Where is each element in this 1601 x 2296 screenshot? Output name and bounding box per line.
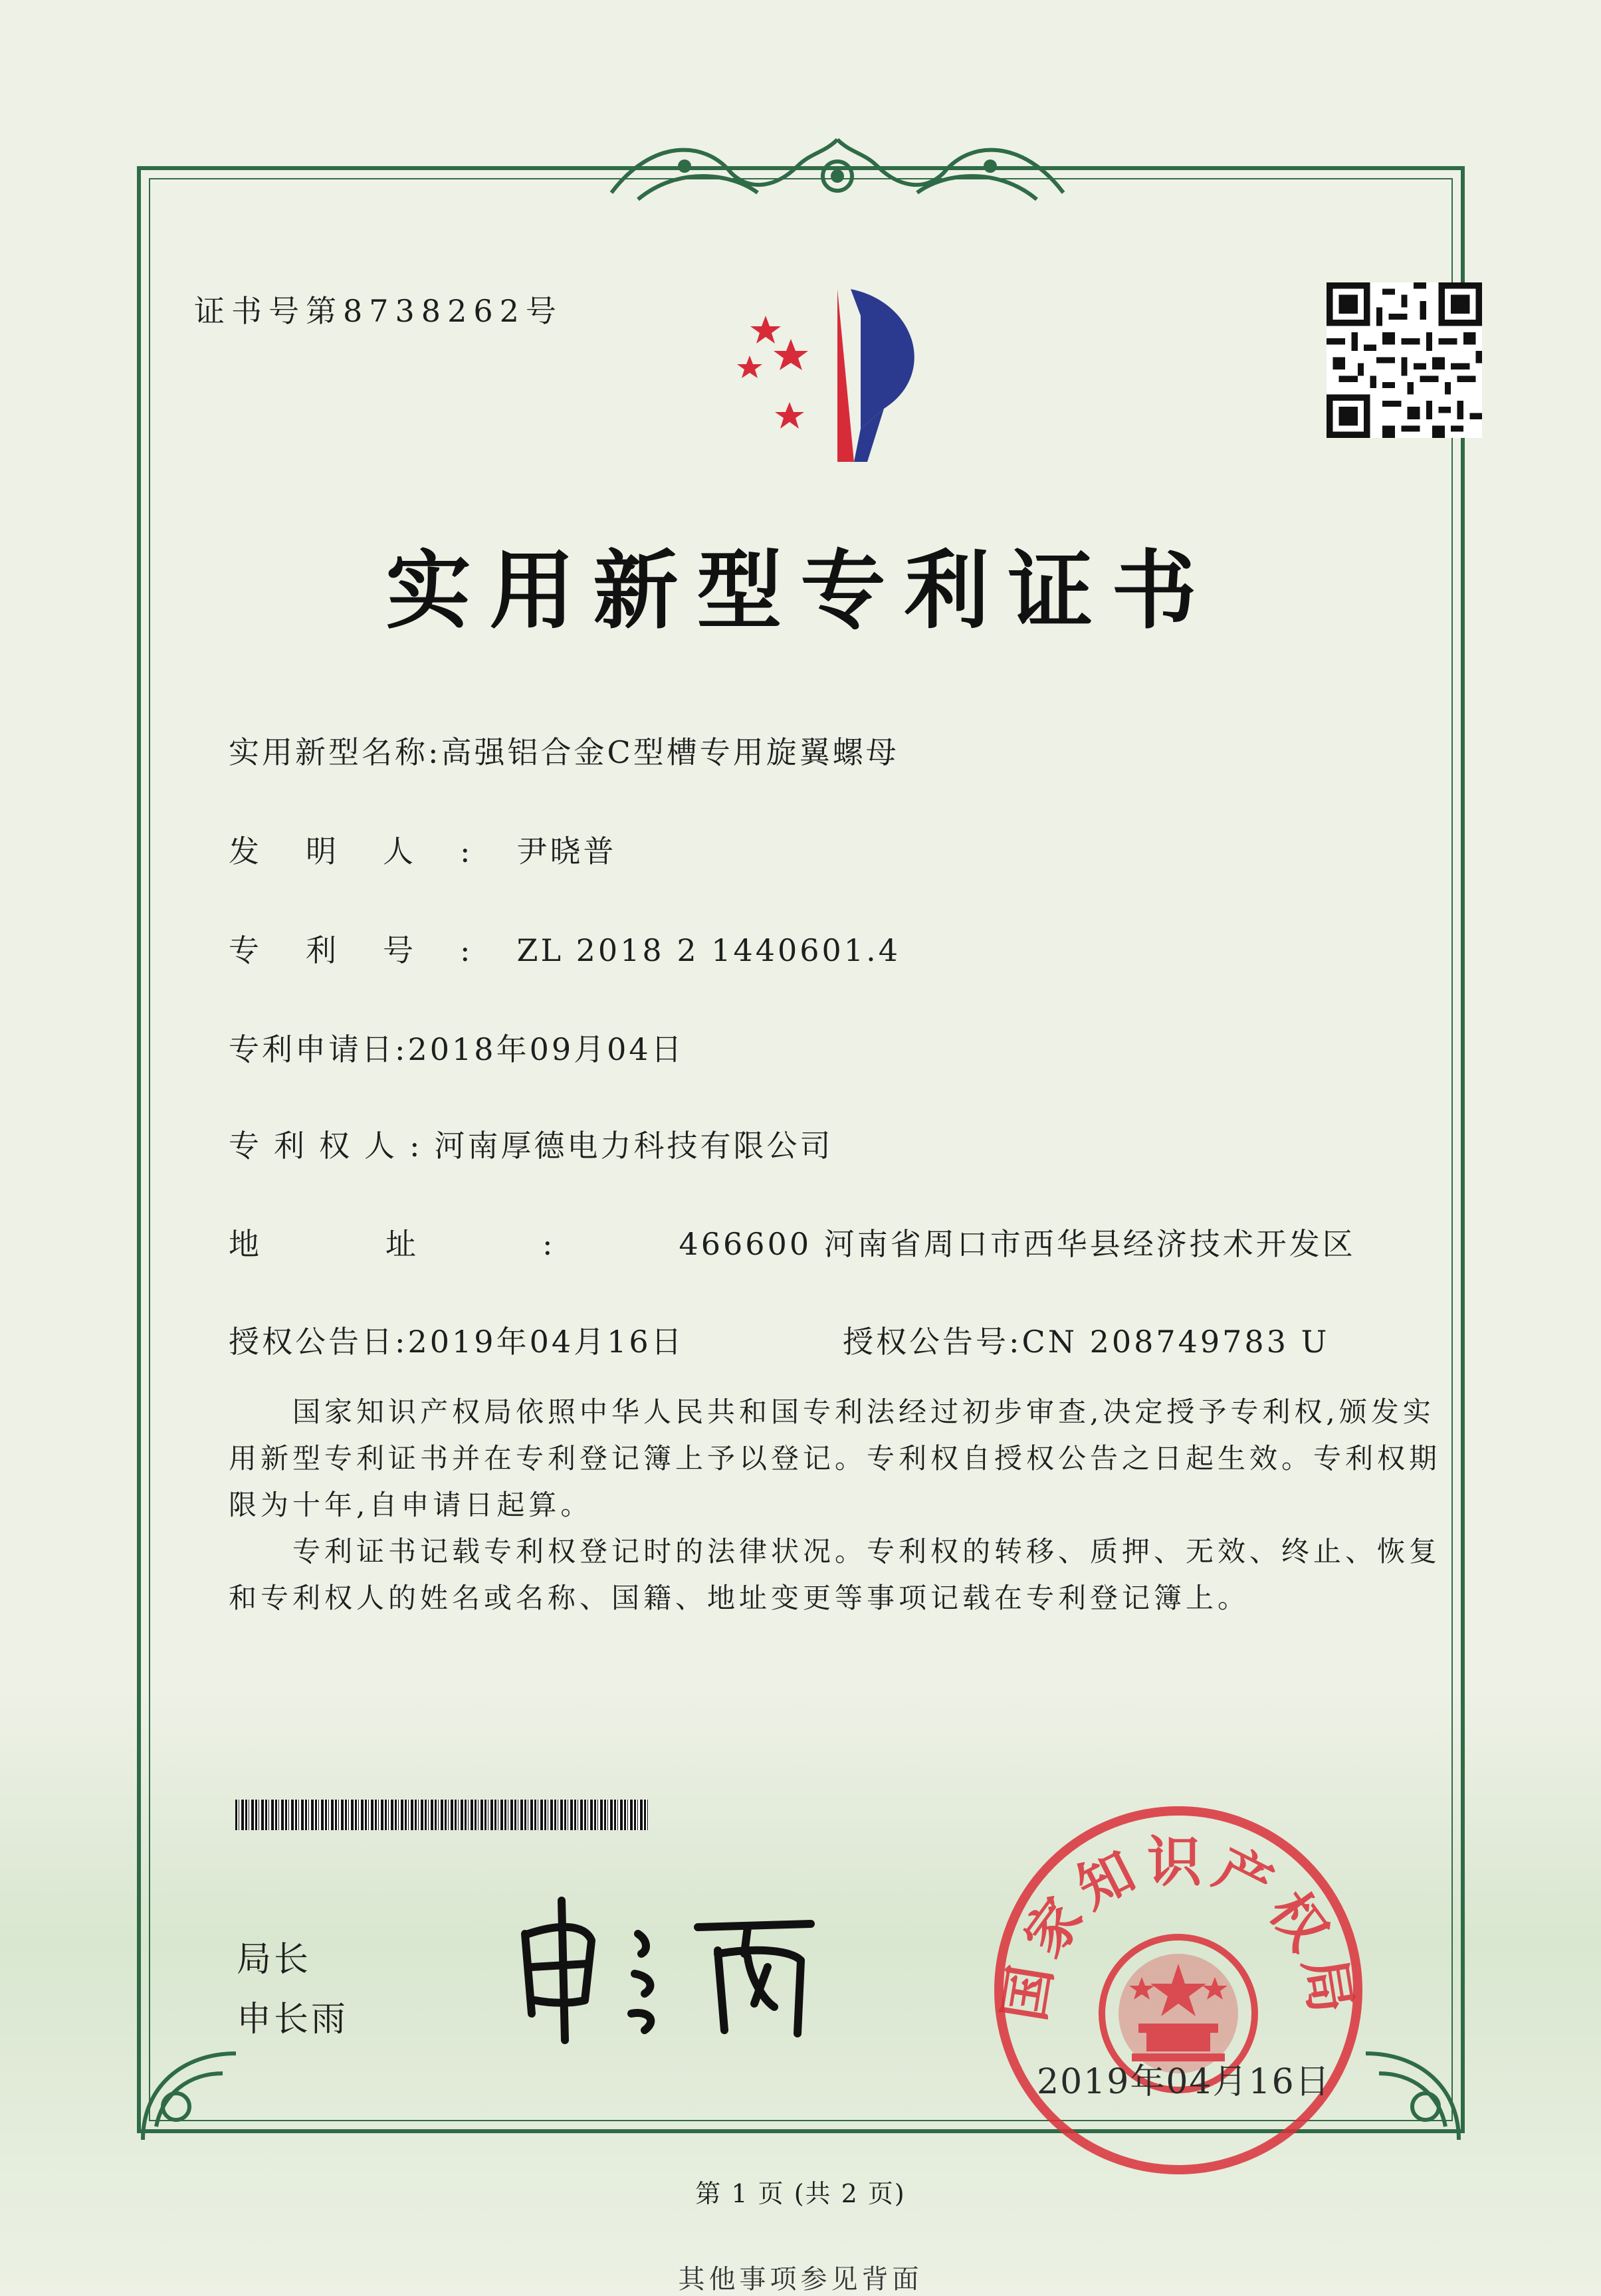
- certificate-title: 实用新型专利证书: [385, 542, 1216, 641]
- patent-number-row: [229, 926, 901, 970]
- utility-model-name-label: 实用新型名称:: [229, 734, 441, 770]
- grant-number-value: CN 208749783 U: [1021, 1324, 1330, 1360]
- director-title: 局长: [237, 1940, 312, 1980]
- seal-date: 2019年04月16日: [1037, 2062, 1331, 2102]
- address-value: 466600 河南省周口市西华县经济技术开发区: [679, 1226, 1356, 1262]
- top-ornament: [598, 113, 1077, 213]
- inventor-value: 尹晓普: [516, 833, 617, 869]
- certificate-number: 证书号第8738262号: [194, 293, 563, 329]
- barcode: [235, 1800, 649, 1830]
- utility-model-name-row: [229, 728, 899, 772]
- page-indicator: 第 1 页 (共 2 页): [695, 2179, 906, 2208]
- inventor-label: 发明人:: [229, 833, 517, 869]
- patent-number-value: ZL 2018 2 1440601.4: [516, 932, 901, 968]
- director-signature: [505, 1887, 851, 2047]
- patent-number-label: 专利号:: [229, 932, 517, 968]
- back-side-note: 其他事项参见背面: [678, 2264, 923, 2295]
- application-date-row: [229, 1025, 685, 1069]
- patentee-value: 河南厚德电力科技有限公司: [434, 1128, 833, 1164]
- patent-office-emblem: [718, 276, 970, 475]
- patentee-label: 专利权人:: [229, 1128, 435, 1164]
- seal-text: 国家知识产权局: [993, 1830, 1364, 2026]
- director-name: 申长雨: [237, 2000, 349, 2039]
- application-date-label: 专利申请日:: [229, 1031, 408, 1067]
- legal-status-paragraph: 专利证书记载专利权登记时的法律状况。专利权的转移、质押、无效、终止、恢复和专利权人的姓名或名称、国籍、地址变更等事项记载在专利登记簿上。: [229, 1535, 1441, 1614]
- grant-number-label: 授权公告号:: [843, 1324, 1022, 1360]
- qr-code: [1327, 282, 1482, 438]
- grant-statement-paragraph: 国家知识产权局依照中华人民共和国专利法经过初步审查,决定授予专利权,颁发实用新型专利证书并在专利登记簿上予以登记。专利权自授权公告之日起生效。专利权期限为十年,自申请日起算。: [229, 1396, 1441, 1521]
- utility-model-name-value: 高强铝合金C型槽专用旋翼螺母: [441, 734, 899, 770]
- grant-date-row: [229, 1318, 685, 1362]
- grant-number-row: [843, 1318, 1329, 1362]
- bottom-left-ornament: [130, 2027, 256, 2153]
- application-date-value: 2018年09月04日: [407, 1031, 685, 1067]
- patentee-row: [229, 1122, 833, 1166]
- address-row: [229, 1220, 1356, 1264]
- grant-date-label: 授权公告日:: [229, 1324, 408, 1360]
- official-seal: [982, 1794, 1374, 2186]
- address-label: 地址:: [229, 1226, 679, 1262]
- inventor-row: [229, 827, 617, 871]
- grant-date-value: 2019年04月16日: [407, 1324, 685, 1360]
